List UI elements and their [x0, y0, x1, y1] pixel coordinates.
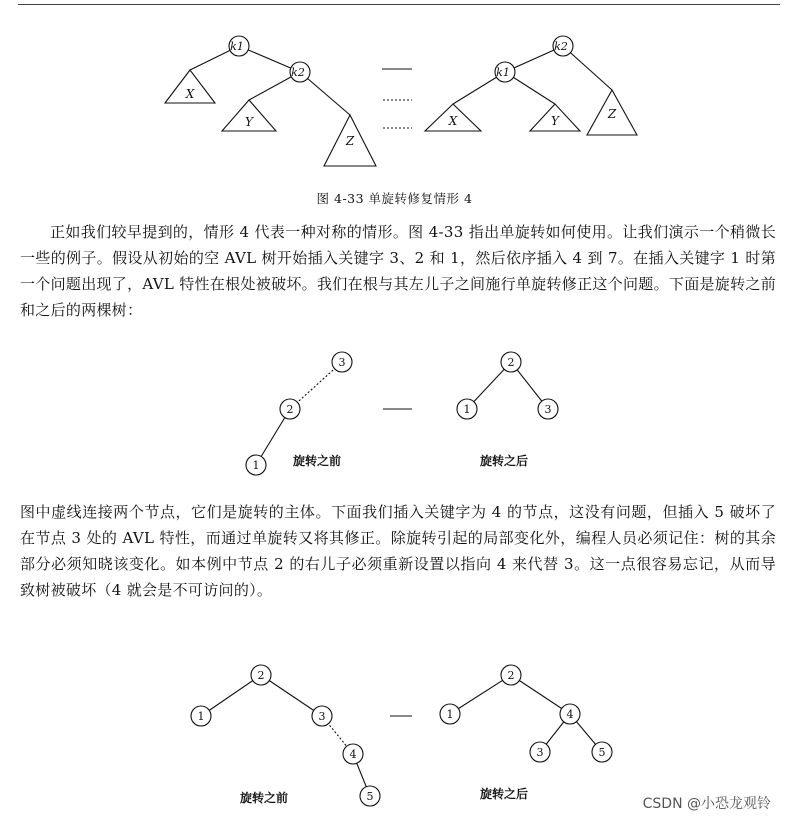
node-3-after-b-label: 3: [536, 746, 544, 759]
node-k2-after-label: k2: [554, 40, 568, 53]
node-2-after-label: 2: [507, 356, 515, 369]
node-k1-after-label: k1: [496, 66, 510, 79]
figure-caption: 图 4-33 单旋转修复情形 4: [316, 191, 473, 206]
node-2-before-b-label: 2: [257, 669, 265, 682]
node-5-before-b-label: 5: [366, 790, 374, 803]
paragraph-2: 图中虚线连接两个节点，它们是旋转的主体。下面我们插入关键字为 4 的节点，这没有问题，但插入 5 破坏了在节点 3 处的 AVL 特性，而通过单旋转又将其修正。除旋转引起的局部变化外，编程人员必须记住：树的其余部分必须知晓该变化。如本例中节点 2 的右儿子必须重新设置以指向 4 来代替 3。这一点很容易忘记，从而导致树被破坏（4 就会是不可访问的）。: [20, 503, 776, 599]
node-4-before-b-label: 4: [349, 748, 357, 761]
fig3-label-before: 旋转之前: [240, 791, 289, 805]
subtree-z-after-label: Z: [607, 107, 617, 121]
node-1-after-b-label: 1: [446, 708, 454, 721]
node-3-after-label: 3: [544, 403, 552, 416]
fig2-label-before: 旋转之前: [293, 454, 342, 468]
fig2-label-after: 旋转之后: [480, 454, 529, 468]
node-2-before-label: 2: [286, 403, 294, 416]
fig3-label-after: 旋转之后: [480, 787, 529, 801]
paragraph-1: 正如我们较早提到的，情形 4 代表一种对称的情形。图 4-33 指出单旋转如何使用。让我们演示一个稍微长一些的例子。假设从初始的空 AVL 树开始插入关键字 3、2 和 1，然后依序插入 4 到 7。在插入关键字 1 时第一个问题出现了，AVL 特性在根处被破坏。我们在根与其左儿子之间施行单旋转修正这个问题。下面是旋转之前和之后的两棵树：: [20, 223, 776, 319]
node-3-before-label: 3: [338, 356, 346, 369]
node-5-after-b-label: 5: [598, 746, 606, 759]
node-1-after-label: 1: [463, 403, 471, 416]
node-1-before-b-label: 1: [197, 710, 205, 723]
subtree-y-before-label: Y: [245, 115, 253, 129]
watermark: CSDN @小恐龙观铃: [642, 796, 771, 812]
node-2-after-b-label: 2: [507, 669, 515, 682]
node-1-before-label: 1: [252, 459, 260, 472]
node-3-before-b-label: 3: [318, 710, 326, 723]
subtree-x-after-label: X: [448, 114, 458, 128]
node-k1-before-label: k1: [230, 40, 244, 53]
node-4-after-b-label: 4: [566, 708, 574, 721]
node-k2-before-label: k2: [291, 66, 305, 79]
subtree-z-before-label: Z: [345, 134, 355, 148]
subtree-x-before-label: X: [185, 87, 195, 101]
subtree-y-after-label: Y: [551, 114, 559, 128]
